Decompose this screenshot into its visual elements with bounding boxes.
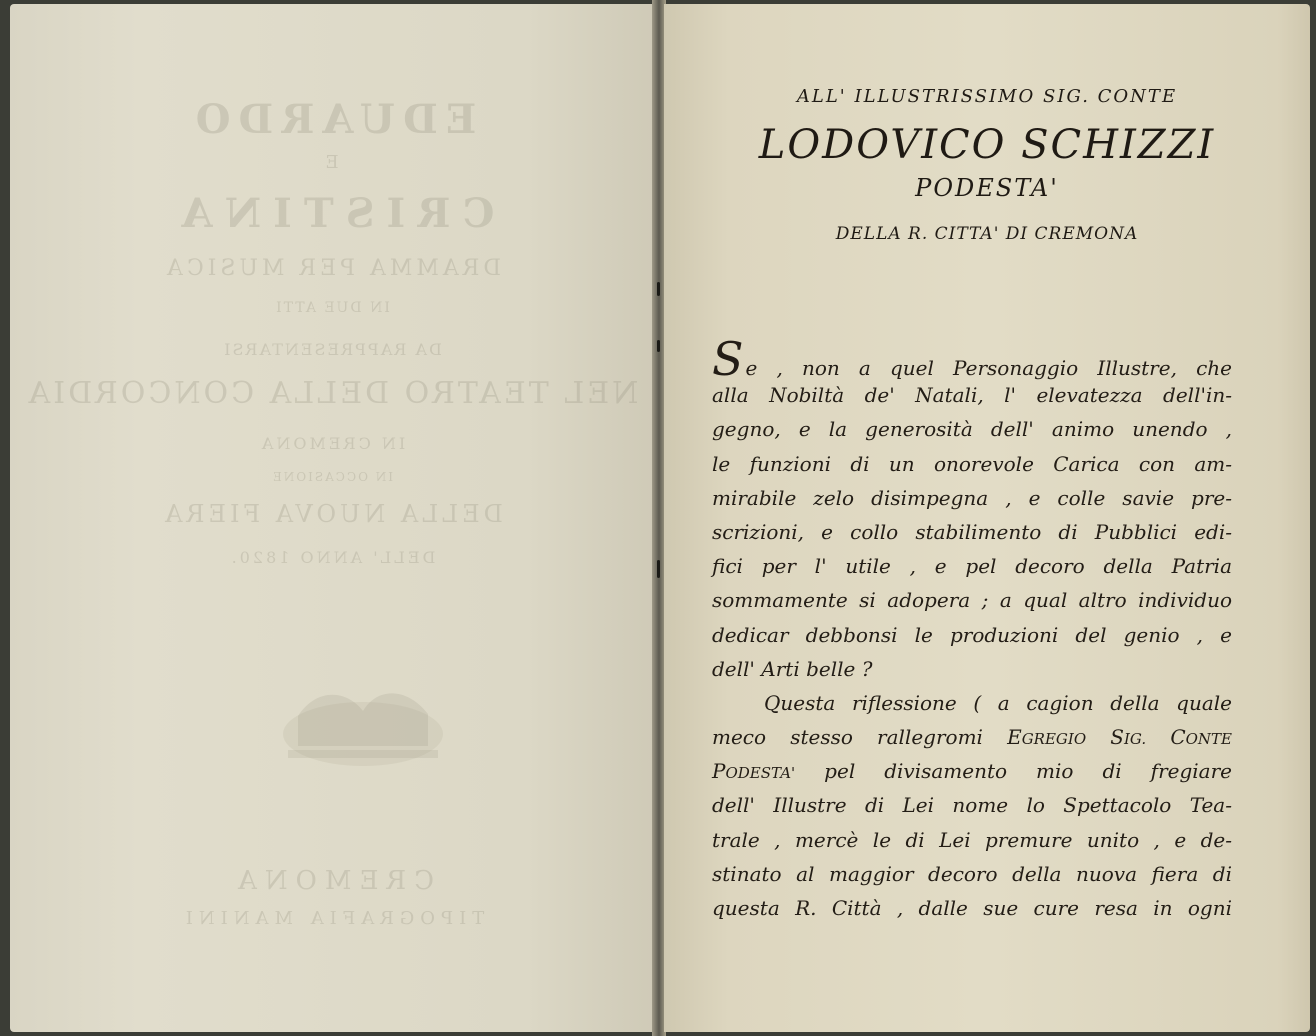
text-line: gegno, e la generosità dell' animo unendo , [712, 417, 1232, 442]
binding-thread [657, 282, 660, 296]
text-line: meco stesso rallegromi EGREGIO SIG. CONTE [712, 725, 1233, 750]
text-line: dedicar debbonsi le produzioni del genio , e [712, 622, 1232, 647]
ghost-line: CREMONA [230, 866, 434, 896]
text-line: dell' Illustre di Lei nome lo Spettacolo Tea- [712, 793, 1232, 818]
ghost-line: IN DUE ATTI [274, 300, 390, 316]
text-line: alla Nobiltà de' Natali, l' elevatezza dell'in- [712, 383, 1232, 408]
ghost-line: DELLA NUOVA FIERA [161, 500, 503, 528]
text-line: questa R. Città , dalle sue cure resa in ogni [712, 896, 1232, 920]
ghost-line: IN CREMONA [258, 434, 406, 453]
ghost-line: DELL' ANNO 1820. [228, 548, 436, 567]
drop-cap: S [712, 332, 744, 386]
ghost-line: DA RAPPRESENTARSI [222, 340, 442, 359]
binding-thread [657, 340, 660, 352]
text-line: fici per l' utile , e pel decoro della Patria [712, 554, 1232, 579]
ghost-line: EDUARDO [187, 96, 477, 143]
dedicatee-name: LODOVICO SCHIZZI [758, 122, 1216, 168]
text-line: mirabile zelo disimpegna , e colle savie pre- [712, 485, 1232, 510]
text-line: scrizioni, e collo stabilimento di Pubblici edi- [712, 519, 1232, 544]
left-page [10, 4, 654, 1032]
ghost-line: IN OCCASIONE [271, 470, 393, 484]
text-line: Questa riflessione ( a cagion della quale [764, 690, 1232, 715]
ghost-line: TIPOGRAFIA MANINI [179, 908, 485, 929]
text-line: sommamente si adopera ; a qual altro individuo [712, 588, 1232, 613]
text-line: PODESTA' pel divisamento mio di fregiare [712, 759, 1232, 784]
ghost-line: DRAMMA PER MUSICA [163, 256, 501, 281]
ghost-vignette-ornament [278, 676, 448, 772]
dedicatee-title: PODESTA' [915, 174, 1059, 202]
text-line: trale , mercè le di Lei premure unito , e de- [712, 827, 1232, 852]
dedication-line: ALL' ILLUSTRISSIMO SIG. CONTE [796, 86, 1178, 107]
text-line: Se , non a quel Personaggio Illustre, che [712, 332, 1232, 386]
dedication-body [712, 332, 1233, 925]
ghost-line: NEL TEATRO DELLA CONCORDIA [25, 376, 639, 411]
ghost-line: E [325, 152, 339, 173]
text-line: dell' Arti belle ? [712, 656, 873, 681]
dedicatee-city: DELLA R. CITTA' DI CREMONA [835, 224, 1139, 244]
show-through-title-page [10, 4, 654, 1032]
text-line: le funzioni di un onorevole Carica con am- [712, 451, 1232, 476]
ghost-line: CRISTINA [169, 190, 495, 237]
binding-thread [657, 560, 660, 578]
text-line: stinato al maggior decoro della nuova fiera di [712, 861, 1232, 886]
right-page [664, 4, 1310, 1032]
